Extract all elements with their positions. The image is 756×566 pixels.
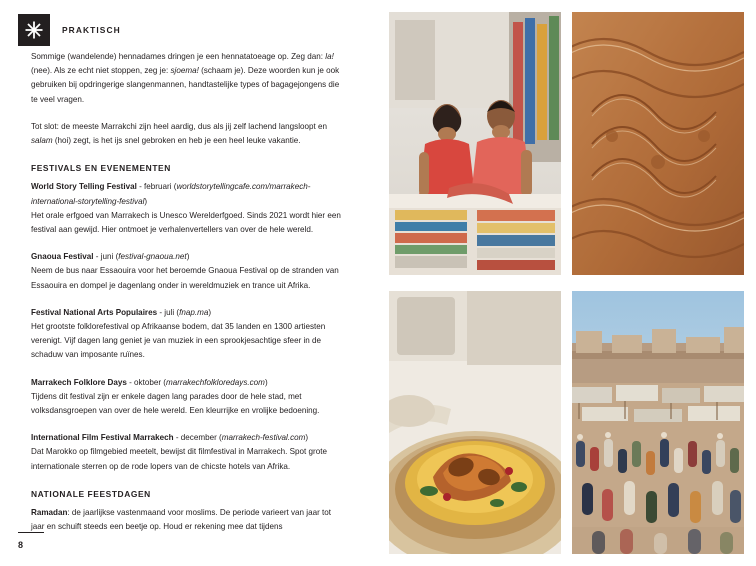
event-body: Het orale erfgoed van Marrakech is Unesco Werelderfgoed. Sinds 2021 wordt hier een festival aan gewijd. Hier ontmoet je verhalenvertellers van over de hele wereld. <box>31 210 341 235</box>
event-item <box>31 376 341 419</box>
event-item <box>31 180 341 237</box>
event-link[interactable]: festival-gnaoua.net <box>118 252 187 262</box>
holiday-item <box>31 506 341 534</box>
article-body <box>31 50 341 534</box>
section-header <box>18 14 121 46</box>
event-meta: - februari ( <box>136 182 177 192</box>
page-number-rule <box>18 532 44 533</box>
event-meta-end: ) <box>305 433 309 443</box>
heading-national-holidays: NATIONALE FEESTDAGEN <box>31 488 151 499</box>
event-title: International Film Festival Marrakech <box>31 433 174 443</box>
event-title: Festival National Arts Populaires <box>31 307 158 317</box>
event-title: Gnaoua Festival <box>31 252 94 262</box>
event-link[interactable]: marrakechfolkloredays.com <box>165 377 265 387</box>
event-item <box>31 306 341 363</box>
photo-market-stall-couple <box>389 12 561 275</box>
intro-p1-word-sjoema: sjoema! <box>170 66 199 76</box>
event-body: Tijdens dit festival zijn er enkele dagen lang parades door de hele stad, met volksdansgroepen van over de hele wereld. Een kleurrijke en vrolijke bedoening. <box>31 391 320 416</box>
event-meta: - december ( <box>173 433 222 443</box>
photo-tagine-dish <box>389 291 561 554</box>
photo-carved-plaster-detail <box>572 12 744 275</box>
star-icon <box>18 14 50 46</box>
event-meta-end: ) <box>144 196 148 206</box>
event-title: Marrakech Folklore Days <box>31 377 127 387</box>
intro-p2-part-b: (hoi) zegt, is het ijs snel gebroken en heb je een heel leuke vakantie. <box>52 136 301 146</box>
event-item <box>31 250 341 293</box>
intro-p1-part-c: (schaam je). Deze woorden kun je ook gebruiken bij opdringerige slangenmannen, handtastelijke types of bagagejongens die te veel vragen. <box>31 66 340 104</box>
event-link[interactable]: fnap.ma <box>179 307 209 317</box>
event-meta-end: ) <box>186 252 190 262</box>
intro-p1-word-la: la! <box>325 52 334 61</box>
intro-p1-part-a: Sommige (wandelende) hennadames dringen je een hennatatoeage op. Zeg dan: <box>31 52 326 61</box>
photo-djemaa-el-fna-square <box>572 291 744 554</box>
section-kicker: PRAKTISCH <box>62 25 121 35</box>
event-meta: - juni ( <box>93 252 119 262</box>
event-meta: - oktober ( <box>126 377 166 387</box>
event-body: Dat Marokko op filmgebied meetelt, bewijst dit filmfestival in Marrakech. Spot grote internationale sterren op de rode lopers van de chicste hotels van Afrika. <box>31 447 327 471</box>
heading-festivals: FESTIVALS EN EVENEMENTEN <box>31 163 171 174</box>
event-item <box>31 431 341 474</box>
intro-p2-part-a: Tot slot: de meeste Marrakchi zijn heel aardig, dus als jij zelf lachend langsloopt en <box>31 121 328 131</box>
event-body: Het grootste folklorefestival op Afrikaanse bodem, dat 35 landen en 1300 artiesten verenigt. Vijf dagen lang geniet je van muziek in een sprookjesachtige sfeer in de schaduw van imposante ruïnes. <box>31 322 326 360</box>
page-number: 8 <box>18 540 24 550</box>
event-meta-end: ) <box>264 377 268 387</box>
event-meta: - juli ( <box>157 307 180 317</box>
event-title: World Story Telling Festival <box>31 182 137 192</box>
intro-p1-part-b: (nee). Als ze echt niet stoppen, zeg je: <box>31 66 171 76</box>
event-link[interactable]: marrakech-festival.com <box>221 433 306 443</box>
event-body: Neem de bus naar Essaouira voor het beroemde Gnaoua Festival op de stranden van Essaouira en dompel je dagenlang onder in wereldmuziek en trance uit Afrika. <box>31 266 339 290</box>
holiday-body: : de jaarlijkse vastenmaand voor moslims. De periode varieert van jaar tot jaar en schuift steeds een beetje op. Houd er rekening mee dat tijdens <box>31 508 332 532</box>
event-link[interactable]: worldstorytellingcafe.com/marrakech-international-storytelling-festival <box>31 182 311 206</box>
event-meta-end: ) <box>208 307 212 317</box>
intro-paragraph-2 <box>31 120 341 148</box>
holiday-title: Ramadan <box>31 508 68 518</box>
photo-grid <box>389 12 744 554</box>
intro-paragraph-1 <box>31 50 341 107</box>
intro-p2-word-salam: salam <box>31 136 53 146</box>
